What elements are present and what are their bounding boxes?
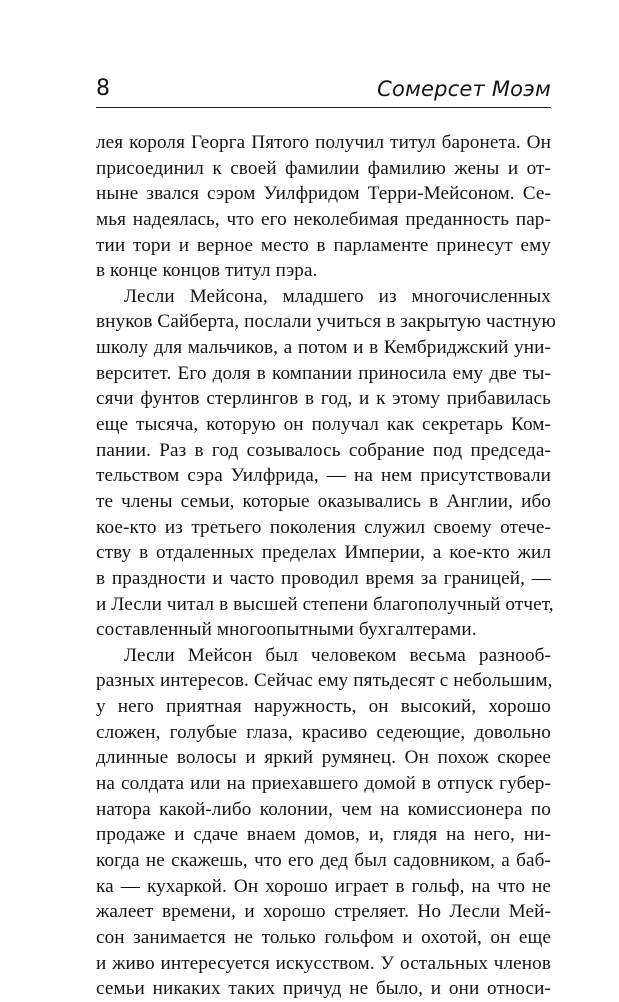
text-line: верситет. Его доля в компании приносила ему две ты-: [96, 362, 551, 384]
text-line: Лесли Мейсон был человеком весьма разнооб-: [124, 644, 551, 666]
text-line: тельством сэра Уилфрида, — на нем присутствовали: [96, 465, 551, 487]
running-title: Сомерсет Моэм: [377, 77, 551, 101]
text-line: те члены семьи, которые оказывались в Англии, ибо: [96, 490, 551, 512]
paragraph: [96, 130, 551, 284]
paragraph: [96, 284, 556, 643]
text-line: сложен, голубые глаза, красиво седеющие, довольно: [96, 721, 551, 743]
text-line: составленный многоопытными бухгалтерами.: [96, 619, 477, 641]
text-line: мья надеялась, что его неколебимая преданность пар-: [96, 208, 551, 230]
text-line: натора какой-либо колонии, чем на комиссионера по: [96, 798, 551, 820]
text-line: разных интересов. Сейчас ему пятьдесят с небольшим,: [96, 670, 553, 692]
paragraph: [96, 643, 551, 1002]
text-line: на солдата или на приехавшего домой в отпуск губер-: [96, 773, 551, 795]
text-line: пании. Раз в год созывалось собрание под председа-: [96, 439, 551, 461]
text-line: школу для мальчиков, а потом и в Кембриджский уни-: [96, 337, 551, 359]
text-line: сячи фунтов стерлингов в год, и к этому прибавилась: [96, 388, 551, 410]
text-line: тии тори и верное место в парламенте принесут ему: [96, 234, 551, 256]
text-line: еще тысяча, которую он получал как секретарь Ком-: [96, 414, 551, 436]
text-line: длинные волосы и яркий румянец. Он похож скорее: [96, 747, 551, 769]
text-line: жалеет времени, и хорошо стреляет. Но Лесли Мей-: [96, 901, 551, 923]
text-line: сон занимается не только гольфом и охотой, он еще: [96, 926, 551, 948]
text-line: в праздности и часто проводил время за границей, —: [96, 567, 551, 589]
text-line: ству в отдаленных пределах Империи, а кое-кто жил: [96, 542, 551, 564]
text-line: внуков Сайберта, послали учиться в закрытую частную: [96, 311, 556, 333]
text-line: присоединил к своей фамилии фамилию жены и от-: [96, 157, 551, 179]
text-line: ныне звался сэром Уилфридом Терри-Мейсоном. Се-: [96, 183, 551, 205]
text-line: и Лесли читал в высшей степени благополучный отчет,: [96, 593, 554, 615]
text-line: лея короля Георга Пятого получил титул баронета. Он: [96, 132, 551, 153]
text-line: семьи никаких таких причуд не было, и они относи-: [96, 978, 551, 1000]
running-header: [96, 73, 551, 108]
text-line: Лесли Мейсона, младшего из многочисленных: [124, 285, 551, 307]
text-line: когда не скажешь, что его дед был садовником, а баб-: [96, 849, 551, 871]
page-number: 8: [96, 76, 110, 101]
text-line: в конце концов титул пэра.: [96, 260, 318, 282]
text-line: и живо интересуется искусством. У остальных членов: [96, 952, 551, 974]
text-line: ка — кухаркой. Он хорошо играет в гольф, на что не: [96, 875, 551, 897]
text-line: продаже и сдаче внаем домов, и, глядя на него, ни-: [96, 824, 551, 846]
body-text: [96, 130, 556, 1002]
text-line: у него приятная наружность, он высокий, хорошо: [96, 696, 551, 718]
text-line: кое-кто из третьего поколения служил своему отече-: [96, 516, 551, 538]
